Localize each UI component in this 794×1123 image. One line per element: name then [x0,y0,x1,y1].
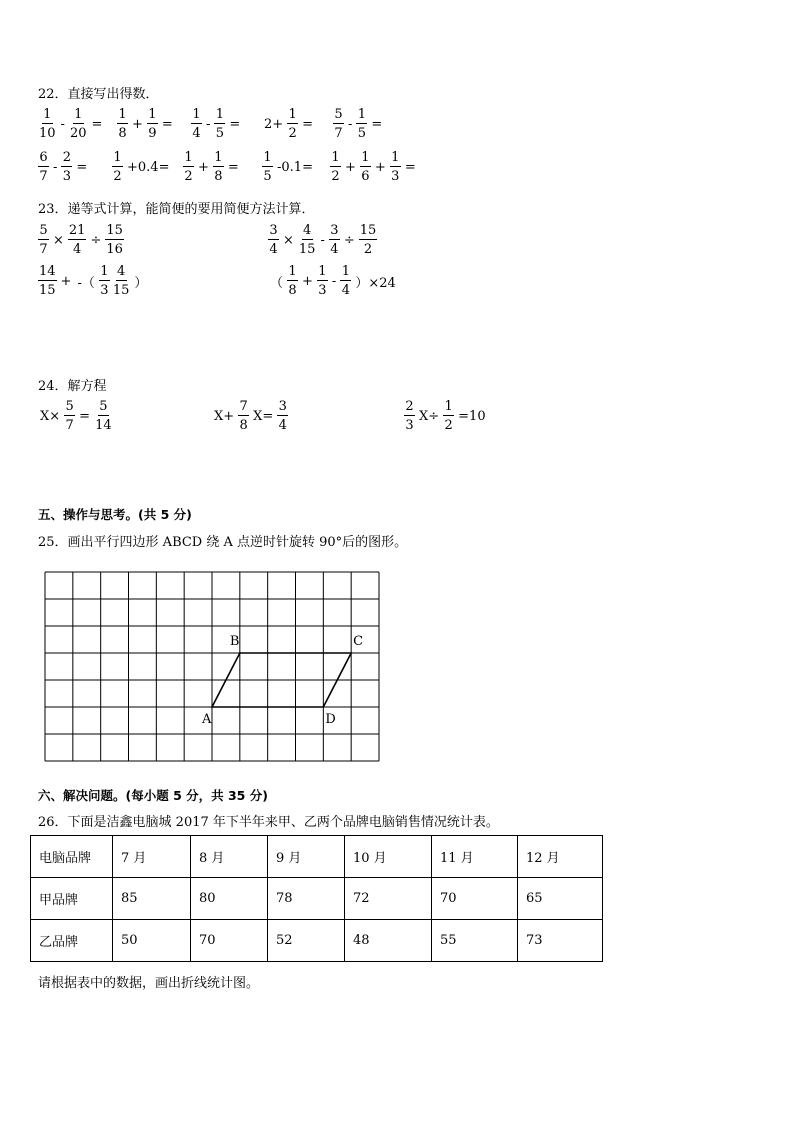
fraction-numerator: 1 [214,150,223,165]
fraction-denominator: 3 [62,169,72,184]
fraction [69,108,88,140]
math-operator: = [302,116,314,132]
fraction-numerator: 1 [391,150,400,165]
math-operator: - [53,159,58,175]
fraction-numerator: 2 [62,150,72,165]
math-operator: - [60,116,65,132]
fraction [214,108,225,140]
math-operator: + [132,116,143,132]
fraction-denominator: 7 [39,169,48,184]
fraction [287,265,298,297]
q22-expression [117,108,175,140]
q22-expression [183,151,241,183]
fraction-numerator: 1 [74,107,83,122]
fraction [333,108,344,140]
table-header-cell: 电脑品牌 [31,836,113,878]
fraction [38,108,57,140]
fraction-denominator: 4 [73,242,82,257]
fraction [404,400,415,432]
math-operator: × [53,232,64,248]
fraction-numerator: 14 [39,264,56,279]
vertex-label-b: B [229,634,240,649]
fraction [360,151,371,183]
math-operator: - [206,116,211,132]
fraction [298,224,317,256]
fraction [340,265,351,297]
q22-expression [262,108,315,140]
fraction [359,224,378,256]
fraction-denominator: 10 [39,126,56,141]
fraction-denominator: 15 [298,242,316,257]
q23-expr-4 [268,265,398,297]
table-cell: 50 [113,920,191,962]
fraction [105,224,124,256]
fraction [238,400,249,432]
fraction-numerator: 1 [113,150,122,165]
fraction [112,151,123,183]
table-header-row [31,836,603,878]
fraction-denominator: 2 [288,126,297,141]
math-operator: X= [253,408,274,424]
math-operator: - [348,116,353,132]
q22-title: 22．直接写出得数． [38,87,159,102]
table-header-cell: 8 月 [191,836,268,878]
math-operator: + [302,273,313,289]
fraction-denominator: 8 [214,169,223,184]
fraction [183,151,194,183]
q22-expression [38,108,104,140]
fraction [390,151,401,183]
table-cell: 80 [191,878,268,920]
table-header-cell: 7 月 [113,836,191,878]
fraction-numerator: 15 [359,223,377,238]
table-cell: 甲品牌 [31,878,113,920]
table-cell: 85 [113,878,191,920]
fraction [99,265,110,297]
table-cell: 55 [432,920,518,962]
fraction-denominator: 3 [405,418,414,433]
fraction-numerator: 21 [68,223,86,238]
fraction-denominator: 5 [215,126,225,141]
table-cell: 65 [518,878,603,920]
math-operator: =10 [458,408,486,424]
section5-heading: 五、操作与思考。(共 5 分) [38,507,192,522]
math-operator: X+ [214,408,235,424]
fraction-numerator: 5 [99,399,108,414]
fraction [329,224,340,256]
fraction [64,400,75,432]
fraction-numerator: 4 [116,264,126,279]
math-operator: -0.1= [277,159,313,175]
table-cell: 73 [518,920,603,962]
math-operator: + [198,159,209,175]
fraction [94,400,113,432]
fraction [147,108,158,140]
fraction-denominator: 8 [288,283,297,298]
fraction-numerator: 5 [65,399,74,414]
fraction [68,224,87,256]
fraction-numerator: 3 [278,399,287,414]
math-operator: = [229,116,241,132]
fraction [287,108,298,140]
fraction-numerator: 4 [303,223,312,238]
q22-expression [191,108,242,140]
fraction-numerator: 1 [215,107,225,122]
table-row [31,920,603,962]
math-operator: - [331,273,337,289]
math-operator: ）×24 [355,275,396,291]
fraction-numerator: 1 [192,107,201,122]
fraction-denominator: 3 [100,283,109,298]
fraction-denominator: 5 [357,126,367,141]
q25-grid-figure [44,571,380,762]
fraction [262,151,273,183]
section6-heading: 六、解决问题。(每小题 5 分，共 35 分) [38,788,268,803]
fraction-denominator: 2 [113,169,122,184]
q26-note: 请根据表中的数据，画出折线统计图。 [38,976,260,991]
q23-expr-2 [268,224,377,256]
fraction [268,224,279,256]
fraction [61,151,72,183]
fraction-denominator: 2 [363,242,373,257]
fraction-numerator: 1 [184,150,193,165]
math-operator: = [371,116,383,132]
fraction-numerator: 7 [239,399,248,414]
table-row [31,878,603,920]
fraction-numerator: 1 [357,107,367,122]
math-operator: = [76,159,88,175]
fraction [277,400,288,432]
fraction-numerator: 3 [269,223,278,238]
math-operator: + [60,273,72,289]
q25-title: 25．画出平行四边形 ABCD 绕 A 点逆时针旋转 90°后的图形。 [38,535,408,550]
fraction [191,108,202,140]
fraction-numerator: 5 [39,223,48,238]
table-cell: 70 [191,920,268,962]
fraction-denominator: 4 [269,242,278,257]
math-operator: -（ [77,275,95,291]
fraction-numerator: 1 [341,264,350,279]
fraction [213,151,224,183]
math-operator: + [345,159,356,175]
fraction-denominator: 7 [334,126,343,141]
fraction [38,151,49,183]
q24-equation-2 [212,400,288,432]
q22-expression [333,108,384,140]
math-operator: X× [40,408,61,424]
fraction-denominator: 9 [148,126,157,141]
fraction-numerator: 1 [43,107,52,122]
table-cell: 52 [268,920,345,962]
math-operator: = [79,408,91,424]
fraction [117,108,128,140]
fraction-numerator: 1 [331,150,340,165]
vertex-label-d: D [325,712,336,727]
fraction-numerator: 1 [318,264,327,279]
table-header-cell: 11 月 [432,836,518,878]
fraction-numerator: 3 [330,223,339,238]
fraction-denominator: 15 [112,283,130,298]
fraction-numerator: 1 [100,264,109,279]
fraction [356,108,367,140]
fraction-numerator: 2 [405,399,414,414]
math-operator: × [283,232,294,248]
q24-title: 24．解方程 [38,379,107,394]
fraction-denominator: 16 [106,242,123,257]
fraction-denominator: 6 [361,169,370,184]
fraction-denominator: 2 [184,169,193,184]
math-operator: = [161,116,173,132]
q22-expression [262,151,315,183]
fraction-denominator: 3 [318,283,327,298]
fraction [38,224,49,256]
fraction [112,265,131,297]
table-header-cell: 9 月 [268,836,345,878]
fraction-numerator: 1 [288,264,297,279]
fraction [330,151,341,183]
fraction-numerator: 1 [288,107,297,122]
fraction-denominator: 8 [118,126,127,141]
table-cell: 72 [345,878,432,920]
table-cell: 48 [345,920,432,962]
fraction-denominator: 20 [69,126,87,141]
fraction-numerator: 6 [39,150,48,165]
math-operator: +0.4= [127,159,170,175]
fraction-denominator: 14 [95,418,112,433]
fraction [38,265,57,297]
q24-equation-1 [38,400,113,432]
math-operator: （ [270,275,284,291]
q22-expression [38,151,89,183]
table-cell: 乙品牌 [31,920,113,962]
math-operator: X÷ [419,408,440,424]
fraction-numerator: 1 [118,107,127,122]
math-operator: + [374,159,386,175]
fraction-denominator: 7 [39,242,48,257]
math-operator: = [91,116,103,132]
table-header-cell: 12 月 [518,836,603,878]
math-operator: ÷ [343,232,355,248]
table-header-cell: 10 月 [345,836,432,878]
q26-title: 26．下面是洁鑫电脑城 2017 年下半年来甲、乙两个品牌电脑销售情况统计表。 [38,815,499,830]
math-operator: ） [134,275,148,291]
fraction-denominator: 2 [444,418,453,433]
fraction-denominator: 2 [331,169,340,184]
math-operator: = [227,159,239,175]
q23-expr-1 [38,224,124,256]
fraction-denominator: 8 [239,418,248,433]
fraction-numerator: 5 [334,107,343,122]
fraction [317,265,328,297]
fraction-denominator: 4 [341,283,350,298]
table-cell: 70 [432,878,518,920]
fraction-numerator: 1 [148,107,157,122]
fraction-numerator: 15 [106,223,123,238]
fraction-numerator: 1 [263,150,272,165]
math-operator: 2+ [264,116,284,132]
fraction-denominator: 3 [391,169,400,184]
q22-expression [112,151,171,183]
fraction-numerator: 1 [444,399,453,414]
fraction [443,400,454,432]
q23-title: 23．递等式计算，能简便的要用简便方法计算． [38,202,315,217]
q23-expr-3 [38,265,149,297]
fraction-denominator: 15 [39,283,56,298]
table-cell: 78 [268,878,345,920]
q24-equation-3 [404,400,488,432]
vertex-label-c: C [353,634,364,649]
fraction-denominator: 7 [65,418,74,433]
math-operator: = [404,159,416,175]
fraction-numerator: 1 [361,150,370,165]
math-operator: ÷ [90,232,102,248]
vertex-label-a: A [202,712,212,727]
fraction-denominator: 5 [263,169,272,184]
fraction-denominator: 4 [192,126,201,141]
q22-expression [330,151,418,183]
fraction-denominator: 4 [278,418,287,433]
fraction-denominator: 4 [330,242,339,257]
sales-table [30,835,603,962]
math-operator: - [320,232,325,248]
